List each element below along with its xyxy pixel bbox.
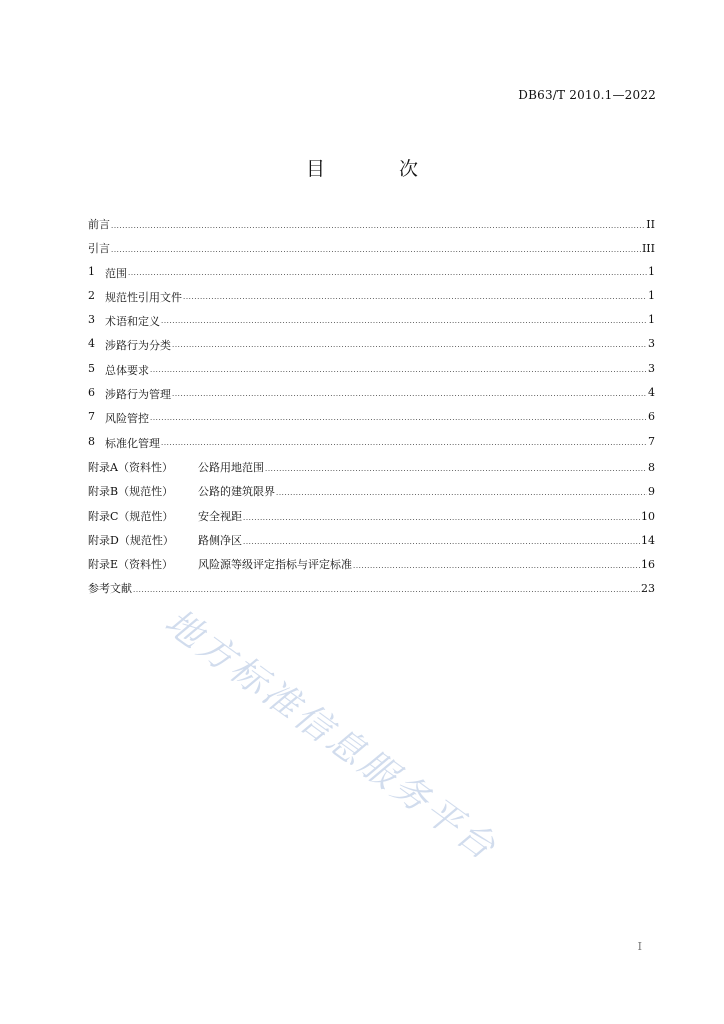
toc-entry-title [88, 580, 132, 596]
toc-title-text: 公路的建筑限界 [198, 485, 275, 499]
toc-page-number: 3 [648, 337, 655, 351]
toc-entry-title [88, 313, 160, 329]
toc-annex-label: 附录A（资料性） [88, 460, 173, 474]
toc-title-text: 标准化管理 [105, 436, 160, 450]
toc-entry[interactable] [88, 580, 655, 604]
toc-entry[interactable] [88, 386, 655, 410]
toc-page-number: III [641, 242, 655, 256]
toc-page-number: 1 [648, 313, 655, 327]
dot-leader [161, 317, 647, 325]
toc-entry-title [88, 556, 352, 572]
toc-annex-label: 附录B（规范性） [88, 485, 174, 499]
dot-leader [128, 269, 647, 277]
toc-section-number: 2 [88, 288, 95, 302]
toc-entry-title [88, 508, 242, 524]
toc-entry[interactable] [88, 362, 655, 386]
toc-title-text: 风险源等级评定指标与评定标准 [198, 558, 352, 572]
toc-page-number: 6 [648, 410, 655, 424]
toc-entry-title [88, 459, 264, 475]
toc-entry[interactable] [88, 532, 655, 556]
dot-leader [161, 439, 647, 447]
toc-entry[interactable] [88, 313, 655, 337]
toc-title-text: 术语和定义 [105, 315, 160, 329]
toc-entry[interactable] [88, 459, 655, 483]
toc-title-text: 安全视距 [198, 509, 242, 523]
toc-entry-title [88, 435, 160, 451]
toc-entry-title [88, 265, 127, 281]
toc-title-text: 路侧净区 [198, 533, 242, 547]
toc-entry[interactable] [88, 410, 655, 434]
toc-entry-title [88, 386, 171, 402]
toc-annex-label: 附录E（资料性） [88, 558, 174, 572]
toc-title-text: 涉路行为管理 [105, 388, 171, 402]
toc-entry-title [88, 532, 242, 548]
toc-entry-title [88, 289, 182, 305]
dot-leader [183, 293, 647, 301]
toc-title-text: 公路用地范围 [198, 460, 264, 474]
dot-leader [172, 390, 647, 398]
dot-leader [265, 465, 647, 473]
dot-leader [150, 366, 647, 374]
toc-section-number: 1 [88, 264, 95, 278]
toc-section-number: 8 [88, 434, 95, 448]
toc-entry-title [88, 216, 110, 232]
toc-entry[interactable] [88, 337, 655, 361]
toc-entry-title [88, 362, 149, 378]
dot-leader [133, 586, 640, 594]
toc-entry[interactable] [88, 508, 655, 532]
toc-page-number: II [646, 218, 655, 231]
toc-entry-title [88, 337, 171, 353]
toc-entry[interactable] [88, 216, 655, 240]
dot-leader [243, 514, 640, 522]
toc-page-number: 4 [648, 386, 655, 400]
toc-entry[interactable] [88, 240, 655, 264]
toc-page-number: 7 [648, 434, 655, 448]
toc-entry-title [88, 410, 149, 426]
dot-leader [353, 562, 640, 570]
toc-entry[interactable] [88, 556, 655, 580]
toc-entry[interactable] [88, 289, 655, 313]
toc-title-text: 引言 [88, 242, 110, 256]
toc-page-number: 16 [641, 558, 655, 572]
toc-page-number: 14 [641, 533, 655, 547]
dot-leader [243, 538, 640, 546]
watermark: 地方标准信息服务平台 [157, 601, 505, 870]
toc-entry-title [88, 483, 275, 499]
toc-title-text: 总体要求 [105, 363, 149, 377]
toc-title-text: 前言 [88, 218, 110, 231]
toc-section-number: 3 [88, 313, 95, 327]
toc-title-text: 涉路行为分类 [105, 339, 171, 353]
toc-page-number: 10 [641, 509, 655, 523]
toc-section-number: 4 [88, 337, 95, 351]
toc-annex-label: 附录C（规范性） [88, 509, 174, 523]
toc-heading: 目 次 [305, 158, 453, 180]
toc-entry[interactable] [88, 435, 655, 459]
dot-leader [172, 341, 647, 349]
toc-title-text: 范围 [105, 266, 127, 280]
dot-leader [111, 246, 641, 254]
toc-title-text: 风险管控 [105, 412, 149, 426]
toc-page-number: 9 [648, 485, 655, 499]
toc-annex-label: 附录D（规范性） [88, 533, 174, 547]
page-number: I [637, 940, 642, 953]
toc-page-number: 3 [648, 361, 655, 375]
toc-page-number: 23 [641, 582, 655, 596]
toc-section-number: 6 [88, 386, 95, 400]
toc-section-number: 5 [88, 361, 95, 375]
dot-leader [150, 414, 647, 422]
toc-entry[interactable] [88, 483, 655, 507]
toc-page-number: 1 [648, 288, 655, 302]
toc-title-text: 参考文献 [88, 582, 132, 596]
toc-entry-title [88, 240, 110, 256]
toc-entry[interactable] [88, 265, 655, 289]
toc-title-text: 规范性引用文件 [105, 290, 182, 304]
dot-leader [276, 489, 647, 497]
document-code: DB63/T 2010.1—2022 [518, 88, 656, 102]
toc-page-number: 1 [648, 264, 655, 278]
table-of-contents [88, 216, 655, 605]
toc-section-number: 7 [88, 410, 95, 424]
toc-page-number: 8 [648, 460, 655, 474]
dot-leader [111, 222, 645, 230]
